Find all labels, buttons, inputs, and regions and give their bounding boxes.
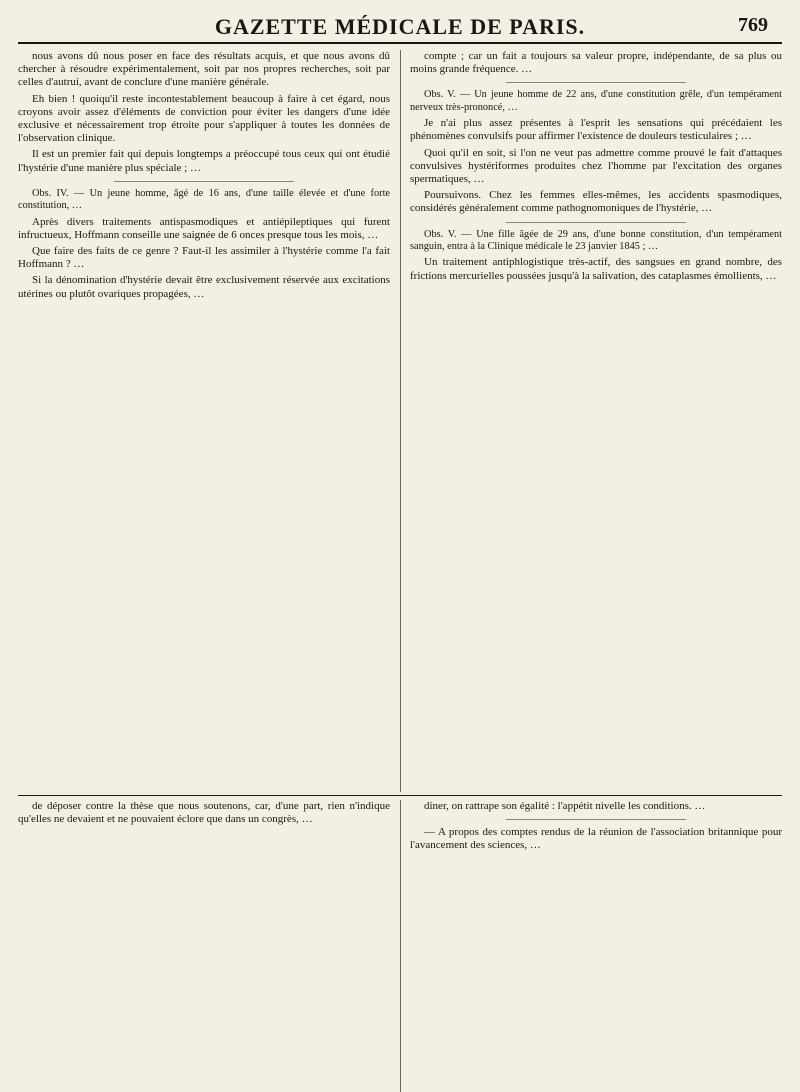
body-paragraph: Que faire des faits de ce genre ? Faut-il les assimiler à l'hystérie comme l'a fait Hoffmann ? … [18, 245, 390, 271]
paragraph-separator [506, 82, 686, 83]
body-paragraph: Quoi qu'il en soit, si l'on ne veut pas admettre comme prouvé le fait d'attaques convulsives hystériformes produites chez l'homme par l'excitation des organes spermatiques, … [410, 146, 782, 186]
page-header [18, 6, 782, 44]
body-paragraph: Un traitement antiphlogistique très-actif, des sangsues en grand nombre, des frictions mercurielles poussées jusqu'à la salivation, des cataplasmes émollients, … [410, 256, 782, 282]
journal-title: GAZETTE MÉDICALE DE PARIS. [214, 14, 586, 39]
paragraph-separator [506, 819, 686, 820]
body-paragraph: — A propos des comptes rendus de la réunion de l'association britannique pour l'avancement des sciences, … [410, 826, 782, 852]
column-top-right [410, 50, 782, 792]
observation-paragraph: Obs. V. — Une fille âgée de 29 ans, d'une bonne constitution, d'un tempérament sanguin, entra à la Clinique médicale le 23 janvier 1845 ; … [410, 228, 782, 253]
body-paragraph: Il est un premier fait qui depuis longtemps a préoccupé tous ceux qui ont étudié l'hystérie d'une manière plus spéciale ; … [18, 148, 390, 174]
body-paragraph: Je n'ai plus assez présentes à l'esprit les sensations qui précédaient les phénomènes convulsifs pour affirmer l'existence de douleurs testiculaires ; … [410, 117, 782, 143]
paragraph-separator [114, 181, 294, 182]
column-divider [400, 800, 401, 1092]
column-divider [400, 50, 401, 792]
body-paragraph: de déposer contre la thèse que nous soutenons, car, d'une part, rien n'indique qu'elles ne devaient et ne pouvaient éclore que dans un congrès, … [18, 800, 390, 826]
body-paragraph: Eh bien ! quoiqu'il reste incontestablement beaucoup à faire à cet égard, nous croyons avoir assez d'éléments de conviction pour éviter les dangers d'une idée exclusive et nécessairement trop étroite pour s'appliquer à toutes les données de l'observation clinique. [18, 92, 390, 145]
body-paragraph: Si la dénomination d'hystérie devait être exclusivement réservée aux excitations utérines ou plutôt ovariques propagées, … [18, 274, 390, 300]
body-paragraph: Poursuivons. Chez les femmes elles-mêmes, les accidents spasmodiques, considérés généralement comme pathognomoniques de l'hystérie, … [410, 189, 782, 215]
upper-columns [18, 50, 782, 792]
column-top-left [18, 50, 390, 792]
column-bottom-right [410, 800, 782, 1092]
body-paragraph: diner, on rattrape son égalité : l'appétit nivelle les conditions. … [424, 800, 706, 812]
body-paragraph: Après divers traitements antispasmodiques et antiépileptiques qui furent infructueux, Hoffmann conseille une saignée de 6 onces presque tous les mois, … [18, 215, 390, 241]
lower-columns [18, 800, 782, 1092]
page-number: 769 [738, 14, 768, 36]
column-bottom-left [18, 800, 390, 1092]
paragraph-separator [506, 222, 686, 223]
section-divider [18, 795, 782, 796]
observation-paragraph: Obs. IV. — Un jeune homme, âgé de 16 ans, d'une taille élevée et d'une forte constitution, … [18, 187, 390, 212]
body-paragraph: nous avons dû nous poser en face des résultats acquis, et que nous avons dû chercher à résoudre expérimentalement, soit par nos propres recherches, soit par celles d'autrui, avant de conclure d'une manière générale. [18, 50, 390, 89]
body-paragraph: compte ; car un fait a toujours sa valeur propre, indépendante, de sa plus ou moins grande fréquence. … [410, 50, 782, 76]
observation-paragraph: Obs. V. — Un jeune homme de 22 ans, d'une constitution grêle, d'un tempérament nerveux très-prononcé, … [410, 89, 782, 113]
